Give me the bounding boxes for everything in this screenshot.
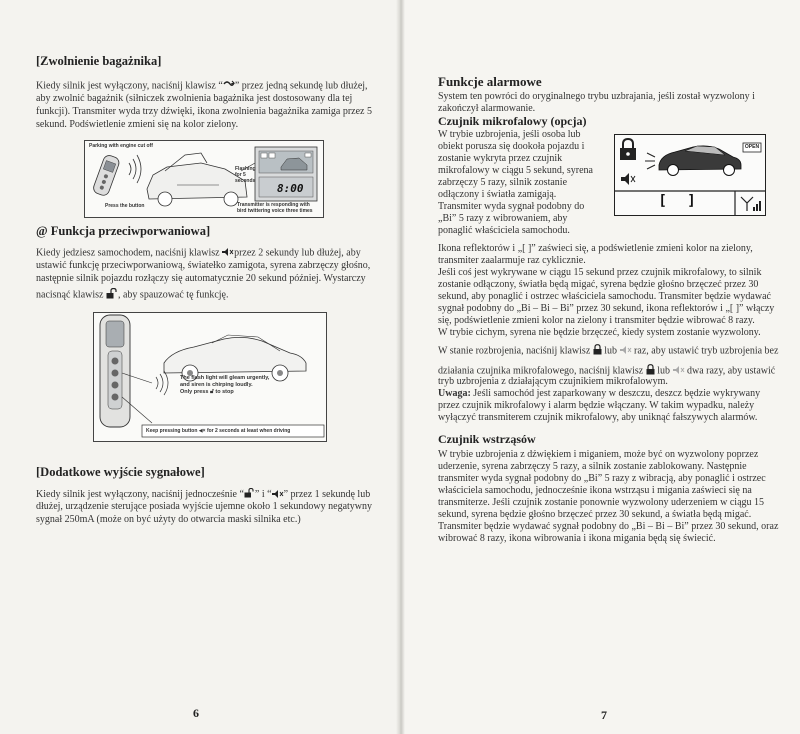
- fig1-caption-top: Parking with engine cut off: [89, 143, 153, 149]
- antihijack-line-4-b: , aby spauzować tę funkcję.: [117, 289, 229, 301]
- disarm-line-1-a: W stanie rozbrojenia, naciśnij klawisz: [438, 345, 591, 357]
- microwave-more-4: zostanie odłączony, światła będą migać, syrena będzie głośno brzęczeć przez 30: [438, 279, 759, 290]
- fig2-caption-line-2: and siren is chirping loudly.: [180, 382, 253, 388]
- book-spine: [396, 0, 405, 734]
- warning-label: Uwaga:: [438, 388, 471, 399]
- microwave-wrap-8: „Bi” 5 razy z wibrowaniem, aby: [438, 213, 568, 224]
- shock-line-8: wibrować 8 razy, ikona wibrowania i ikona migania będą się świecić.: [438, 533, 716, 544]
- right-intro-line-1: System ten powróci do oryginalnego trybu uzbrajania, jeśli został wyzwolony i: [438, 91, 755, 102]
- microwave-more-6: sygnał podobny do „Bi – Bi – Bi” przez 30 sekund, ikona reflektorów i „[ ]” włączy: [438, 303, 775, 314]
- disarm-line-3: tryb uzbrojenia z działającym czujnikiem mikrofalowym.: [438, 376, 668, 387]
- fig1-flash-line-2: for 5: [235, 172, 246, 178]
- page-number-left: 6: [193, 706, 199, 720]
- section-title-anti-hijack: @ Funkcja przeciwporwaniowa]: [36, 224, 211, 238]
- microwave-more-7: się, podświetlenie zmieni kolor na zielony i transmiter będzie wibrować 8 razy.: [438, 315, 755, 326]
- shock-line-2: uderzenie, syrena zabrzęczy 5 razy, a silnik zostanie zablokowany. Następnie: [438, 461, 747, 472]
- speaker-mute-icon: ◀×: [198, 428, 206, 434]
- trunk-key-icon: [223, 80, 235, 93]
- trunk-text-line-4: sekund. Podświetlenie zmieni się na kolor zielony.: [36, 119, 239, 130]
- page-number-right: 7: [601, 708, 607, 722]
- unlock-icon: 🔓︎: [209, 389, 214, 395]
- lcd-bracket-indicator: [ ]: [658, 193, 702, 209]
- antihijack-line-3: następnie silnik pojazdu rozłączy się automatycznie 20 sekund później. Wystarczy: [36, 273, 366, 284]
- fig1-caption-press: Press the button: [105, 203, 145, 209]
- aux-line-1-mid: ” i “: [254, 489, 272, 501]
- fig2-bottom-b: for 2 seconds at least when driving: [206, 428, 291, 434]
- lcd-open-button: OPEN: [744, 144, 760, 150]
- microwave-more-3: Jeśli coś jest wykrywane w ciągu 15 sekund przez czujnik mikrofalowy, to silnik: [438, 267, 762, 278]
- right-intro-line-2: zakończył alarmowanie.: [438, 103, 536, 114]
- antihijack-line-1-b: przez 2 sekundy lub dłużej, aby: [234, 247, 361, 259]
- microwave-more-2: transmiter zaalarmuje raz cyklicznie.: [438, 255, 586, 266]
- anti-hijack-figure: [93, 312, 327, 442]
- speaker-mute-icon: [222, 247, 234, 260]
- microwave-wrap-5: zabrzęczy 5 razy, silnik zostanie: [438, 177, 568, 188]
- trunk-release-figure: [84, 140, 324, 218]
- speaker-mute-icon: [272, 489, 284, 502]
- antihijack-line-1: [36, 247, 361, 260]
- fig2-caption-line-1: The flash light will gleam urgently,: [180, 375, 270, 381]
- trunk-text-line-3: funkcji). Transmiter wyda trzy dźwięki, ikona zwolnienia bagażnika zamiga przez 5: [36, 106, 372, 117]
- disarm-line-1-c: raz, aby ustawić tryb uzbrojenia bez: [634, 345, 779, 357]
- fig1-flash-line-3: seconds: [235, 178, 256, 184]
- aux-line-2: dłużej, urządzenie sterujące posiada wyjście ujemne około 1 sekundowy negatywny: [36, 501, 373, 512]
- microwave-wrap-9: ponaglić właściciela samochodu.: [438, 225, 570, 236]
- microwave-wrap-7: Transmiter wyda sygnał podobny do: [438, 201, 585, 212]
- disarm-line-1-b: lub: [604, 345, 618, 357]
- microwave-more-8: W trybie cichym, syrena nie będzie brzęczeć, kiedy system zostanie wyzwolony.: [438, 327, 761, 338]
- right-title-alarm-functions: Funkcje alarmowe: [438, 74, 542, 89]
- disarm-line-2-b: lub: [657, 365, 670, 377]
- shock-line-5: transmiterze. Jeśli czujnik zostanie ponownie wyzwolony uderzeniem w ciągu 15: [438, 497, 765, 508]
- section-title-aux-output: [Dodatkowe wyjście sygnałowe]: [36, 465, 205, 479]
- trunk-text-line-1: [36, 80, 368, 93]
- antihijack-line-4: [36, 288, 229, 303]
- right-subtitle-microwave: Czujnik mikrofalowy (opcja): [438, 114, 587, 128]
- fig1-flash-line-1: Flashing: [235, 166, 256, 172]
- fig2-caption-only-press: Only press: [180, 389, 209, 395]
- shock-line-3: transmiter wyda sygnał podobny do „Bi” 5 razy z wibracją, aby ponaglić i ostrzec: [438, 473, 766, 484]
- right-subtitle-shock-sensor: Czujnik wstrząsów: [438, 432, 536, 446]
- fig2-caption-bottom: [146, 428, 290, 434]
- disarm-line-1: [438, 344, 778, 359]
- shock-line-7: Transmiter będzie wydawać sygnał podobny do „Bi – Bi – Bi” przez 30 sekund, oraz: [438, 521, 779, 532]
- microwave-wrap-3: zostanie wykryta przez czujnik: [438, 153, 563, 164]
- aux-line-1-a: Kiedy silnik jest wyłączony, naciśnij jednocześnie “: [36, 489, 244, 501]
- fig2-caption-to-stop: to stop: [215, 389, 234, 395]
- lock-icon: [593, 344, 602, 359]
- fig1-transmitter-line-2: bird twittering voice three times: [237, 208, 313, 214]
- shock-line-6: sekund, syrena będzie głośno brzęczeć przez 30 sekund, a światła będą migać.: [438, 509, 752, 520]
- microwave-wrap-2: obiekt porusza się dookoła pojazdu i: [438, 141, 585, 152]
- warning-line-1: [438, 388, 760, 401]
- section-title-trunk-release: [Zwolnienie bagażnika]: [36, 54, 162, 68]
- warning-line-2: przez czujnik mikrofalowy i alarm będzie włączany. W takim wypadku, należy: [438, 400, 755, 411]
- warning-text-a: Jeśli samochód jest zaparkowany w deszczu, deszcz będzie wykrywany: [470, 388, 761, 399]
- fig1-lcd-time: 8:00: [277, 182, 304, 195]
- lcd-lock-icon: [620, 139, 636, 160]
- fig2-caption-line-3: [180, 389, 269, 396]
- speaker-mute-icon: [620, 345, 632, 358]
- fig2-caption: [180, 375, 269, 396]
- microwave-wrap-6: odłączony i światła zamigają.: [438, 189, 557, 200]
- microwave-wrap-1: W trybie uzbrojenia, jeśli osoba lub: [438, 129, 581, 140]
- trunk-text-line-2: aby zwolnić bagażnik (siłniczek zwolnienia bagażnika jest dostosowany dla tej: [36, 93, 353, 104]
- fig1-transmitter-line-1: Transmitter is responding with: [237, 202, 310, 208]
- aux-line-1-b: ” przez 1 sekundę lub: [283, 489, 371, 501]
- shock-line-1: W trybie uzbrojenia z dźwiękiem i miganiem, może być on wyzwolony poprzez: [438, 449, 759, 460]
- antihijack-line-4-a: nacisnąć klawisz: [36, 289, 104, 301]
- antihijack-line-2: ustawić funkcję przeciwporwaniową, światełko zamigota, syrena zabrzęczy głośno,: [36, 260, 371, 271]
- shock-line-4: właściciela samochodu, jednocześnie ikona wstrząsu i migania zaświeci się na: [438, 485, 752, 496]
- disarm-line-2-c: dwa razy, aby ustawić: [687, 365, 776, 377]
- antihijack-line-1-a: Kiedy jedziesz samochodem, naciśnij klawisz: [36, 247, 220, 259]
- speaker-mute-icon: [673, 365, 685, 378]
- unlock-icon: [244, 488, 255, 502]
- microwave-wrap-4: mikrofalowy w ciągu 5 sekund, syrena: [438, 165, 593, 176]
- remote-lcd-display: [614, 134, 766, 216]
- disarm-line-2-a: działania czujnika mikrofalowego, naciśnij klawisz: [438, 365, 644, 377]
- aux-line-3: sygnał 250mA (może on być użyty do otwarcia maski silnika etc.): [36, 514, 301, 525]
- trunk-text-b: ” przez jedną sekundę lub dłużej,: [234, 80, 368, 92]
- microwave-more-1: Ikona reflektorów i „[ ]” zaświeci się, a podświetlenie zmieni kolor na zielony,: [438, 243, 753, 254]
- fig2-bottom-a: Keep pressing button: [146, 428, 198, 434]
- microwave-more-5: sekund, aby ponaglić i ostrzec właściciela samochodu. Transmiter będzie wydawać: [438, 291, 771, 302]
- fig1-caption-transmitter: [237, 202, 313, 214]
- trunk-text-a: Kiedy silnik jest wyłączony, naciśnij klawisz “: [36, 80, 223, 92]
- unlock-icon: [106, 288, 118, 303]
- aux-line-1: [36, 488, 370, 502]
- warning-line-3: wyłączyć transmiterem czujnik mikrofalowy, aby uniknąć fałszywych alarmów.: [438, 412, 758, 423]
- fig1-caption-flash: [235, 166, 256, 184]
